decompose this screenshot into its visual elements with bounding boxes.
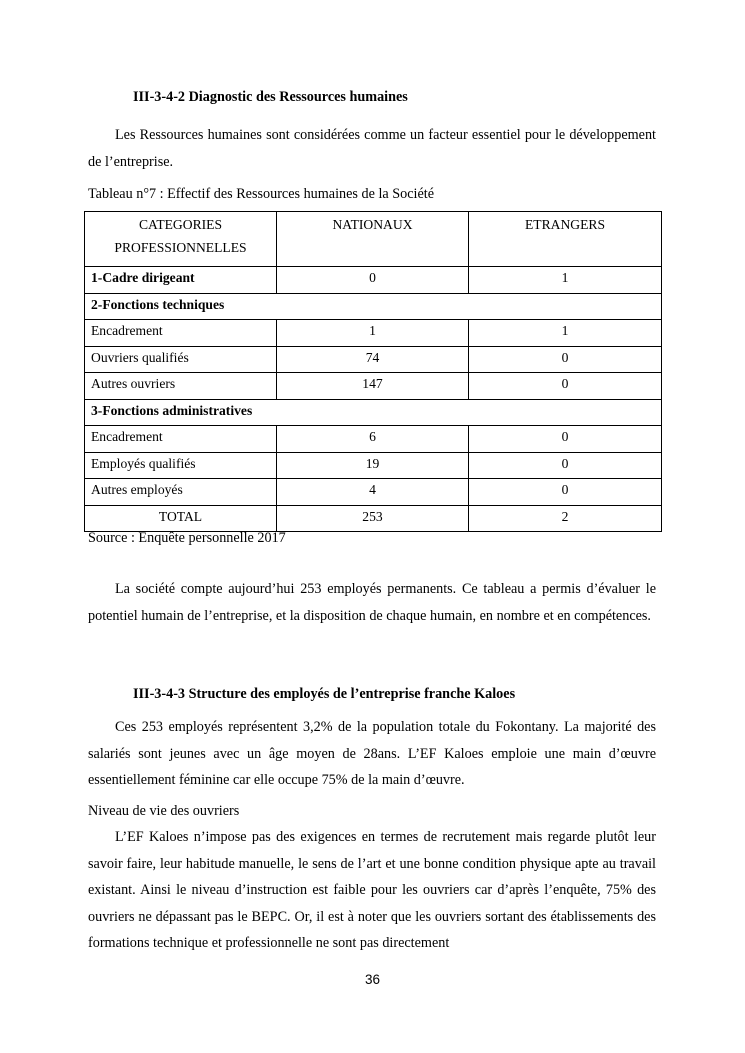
table-caption: Tableau n°7 : Effectif des Ressources humaines de la Société	[88, 186, 434, 202]
total-etrangers: 2	[469, 505, 662, 532]
table-row	[85, 346, 662, 373]
table-row	[85, 320, 662, 347]
total-label: TOTAL	[85, 505, 277, 532]
table-row	[85, 426, 662, 453]
row-group-label: 2-Fonctions techniques	[85, 293, 662, 320]
row-group-label: 3-Fonctions administratives	[85, 399, 662, 426]
row-label: 1-Cadre dirigeant	[85, 267, 277, 294]
paragraph-summary	[88, 576, 656, 629]
row-label: Autres ouvriers	[85, 373, 277, 400]
total-nationaux: 253	[277, 505, 469, 532]
paragraph-niveau-de-vie-text: L’EF Kaloes n’impose pas des exigences en termes de recrutement mais regarde plutôt leur savoir faire, leur habitude manuelle, le sens de l’art et une bonne condition physique apte au travail existant. Ainsi le niveau d’instruction est faible pour les ouvriers car d’après l’enquête, 75% des ouvriers ne dépassant pas le BEPC. Or, il est à noter que les ouvriers sortant des établissements des formations technique et professionnelle ne sont pas directement	[88, 829, 656, 952]
paragraph-intro	[88, 122, 656, 175]
cell-etrangers: 0	[469, 373, 662, 400]
row-label: Autres employés	[85, 479, 277, 506]
table-row	[85, 373, 662, 400]
header-categories: CATEGORIES PROFESSIONNELLES	[85, 212, 277, 267]
table-row	[85, 399, 662, 426]
paragraph-summary-text: La société compte aujourd’hui 253 employés permanents. Ce tableau a permis d’évaluer le potentiel humain de l’entreprise, et la disposition de chaque humain, en nombre et en compétences.	[88, 581, 656, 624]
row-label: Encadrement	[85, 320, 277, 347]
cell-etrangers: 0	[469, 479, 662, 506]
table-total-row	[85, 505, 662, 532]
section-heading-diagnostic: III-3-4-2 Diagnostic des Ressources humaines	[133, 89, 408, 105]
cell-nationaux: 4	[277, 479, 469, 506]
paragraph-structure	[88, 714, 656, 794]
row-label: Employés qualifiés	[85, 452, 277, 479]
subheading-niveau-de-vie: Niveau de vie des ouvriers	[88, 803, 240, 819]
cell-etrangers: 0	[469, 452, 662, 479]
table-header-row	[85, 212, 662, 267]
table-row	[85, 293, 662, 320]
row-label: Encadrement	[85, 426, 277, 453]
cell-nationaux: 6	[277, 426, 469, 453]
header-nationaux: NATIONAUX	[277, 212, 469, 267]
hr-table	[84, 211, 662, 532]
table-row	[85, 452, 662, 479]
cell-nationaux: 19	[277, 452, 469, 479]
page-number: 36	[364, 972, 381, 987]
header-etrangers: ETRANGERS	[469, 212, 662, 267]
table-row	[85, 479, 662, 506]
table-source: Source : Enquête personnelle 2017	[88, 530, 286, 546]
cell-etrangers: 0	[469, 346, 662, 373]
cell-nationaux: 147	[277, 373, 469, 400]
paragraph-intro-text: Les Ressources humaines sont considérées comme un facteur essentiel pour le développement de l’entreprise.	[88, 127, 656, 170]
cell-etrangers: 1	[469, 267, 662, 294]
paragraph-niveau-de-vie	[88, 824, 656, 957]
cell-nationaux: 0	[277, 267, 469, 294]
row-label: Ouvriers qualifiés	[85, 346, 277, 373]
cell-etrangers: 0	[469, 426, 662, 453]
paragraph-structure-text: Ces 253 employés représentent 3,2% de la population totale du Fokontany. La majorité des salariés sont jeunes avec un âge moyen de 28ans. L’EF Kaloes emploie une main d’œuvre essentiellement féminine car elle occupe 75% de la main d’œuvre.	[88, 719, 656, 789]
cell-etrangers: 1	[469, 320, 662, 347]
cell-nationaux: 74	[277, 346, 469, 373]
table-row	[85, 267, 662, 294]
section-heading-structure: III-3-4-3 Structure des employés de l’entreprise franche Kaloes	[133, 686, 516, 702]
cell-nationaux: 1	[277, 320, 469, 347]
